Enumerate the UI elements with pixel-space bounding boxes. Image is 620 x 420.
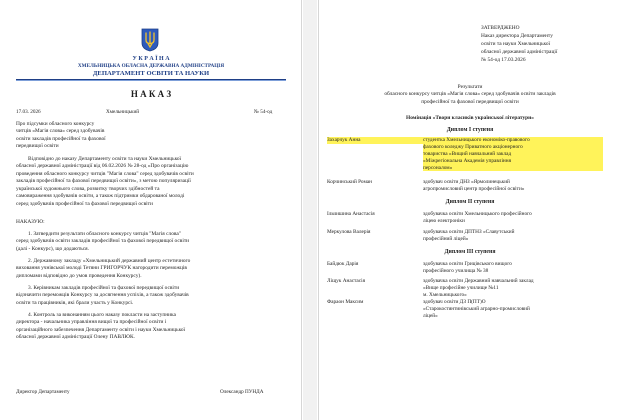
subject-line: Про підсумки обласного конкурсу	[16, 121, 95, 127]
results-title-line: Результати	[457, 84, 483, 90]
participant-institution	[423, 299, 603, 320]
institution-line: агропромисловий центр професійної освіти»	[423, 185, 525, 192]
page-gutter	[303, 0, 317, 420]
participant-institution	[423, 179, 603, 193]
approval-line: № 54-од 17.03.2026	[481, 57, 526, 64]
header-administration: ХМЕЛЬНИЦЬКА ОБЛАСНА ДЕРЖАВНА АДМІНІСТРАЦІЯ	[77, 63, 225, 69]
institution-line: ліцею електроніки	[423, 217, 465, 224]
subject-line: освіти закладів професійної та фахової	[16, 135, 106, 142]
results-title-line: обласного конкурсу читців «Магія слова» серед здобувачів освіти закладів	[384, 91, 556, 98]
participant-institution	[423, 261, 603, 275]
participant-name: Захарчук Анна	[327, 137, 423, 144]
participant-name: Фараон Максим	[327, 299, 364, 305]
institution-line: «Вище професійне училище №11	[423, 284, 499, 291]
order-city: Хмельницький	[106, 109, 140, 115]
item-line: директора - начальника управління вищої та професійної освіти і	[16, 319, 167, 326]
institution-line: фахового коледжу Приватного акціонерного	[423, 143, 523, 150]
item-line: серед здобувачів освіти закладів професійної та фахової передвищої освіти	[16, 238, 190, 245]
preamble	[16, 156, 288, 208]
institution-line: здобувачка освіти Грицівського вищого	[423, 261, 512, 267]
order-date: 17.03. 2026	[16, 109, 41, 115]
preamble-line: серед здобувачів професійної та фахової передвищої освіти	[16, 200, 153, 207]
institution-line: м. Хмельницького»	[423, 291, 467, 298]
diploma-1-heading: Диплом І ступеня	[446, 127, 494, 133]
institution-line: ліцей»	[423, 312, 438, 319]
approval-line: обласної державної адміністрації	[481, 49, 558, 56]
order-number: № 54-од	[254, 109, 273, 115]
results-title-line: професійної та фахової передвищої освіти	[421, 98, 519, 105]
order-item-4	[16, 312, 288, 342]
preamble-line: Відповідно до наказу Департаменту освіти та науки Хмельницької	[28, 156, 182, 162]
preamble-line: закладів професійної та фахової передвищої освіти», з метою популяризації	[16, 178, 191, 185]
nomination-title: Номінація «Твори класиків української літератури»	[406, 115, 534, 121]
institution-line: «Старокостянтинівський аграрно-промисловий	[423, 305, 530, 312]
participant-name: Ліщук Анастасія	[327, 278, 366, 284]
signature-name: Олександр ПУНДА	[220, 389, 264, 395]
participant-name: Корчинський Роман	[327, 179, 372, 185]
diploma-3-heading: Диплом ІІІ ступеня	[444, 249, 496, 255]
institution-line: студентка Хмельницького економіко-правового	[423, 137, 530, 143]
participant-name: Меркулова Валерія	[327, 229, 371, 235]
institution-line: товариства «Вищий навчальний заклад	[423, 150, 512, 157]
results-page	[318, 0, 620, 420]
item-line: дипломами відповідно до умов проведення Конкурсу).	[16, 272, 142, 279]
approval-line: освіти та науки Хмельницької	[481, 41, 551, 48]
coat-of-arms-icon	[141, 28, 159, 52]
order-item-2	[16, 258, 288, 280]
diploma-2-heading: Диплом ІІ ступеня	[445, 199, 495, 205]
order-word: НАКАЗУЮ:	[16, 219, 45, 225]
institution-line: здобувачка освіти Державний навчальний заклад	[423, 278, 534, 284]
order-item-1	[16, 231, 288, 253]
subject-line: передвищої освіти	[16, 143, 59, 150]
order-subject	[16, 121, 166, 151]
approval-block	[481, 24, 620, 65]
order-item-3	[16, 285, 288, 307]
institution-line: професійного училища № 38	[423, 267, 489, 274]
institution-line: професійний ліцей»	[423, 235, 469, 242]
preamble-line: української художнього слова, розвитку творчих здібностей та	[16, 185, 160, 192]
item-line: виховання учнівської молоді Тетяни ГРИГОРЧУК нагородити переможців	[16, 265, 187, 272]
item-line: 2. Державному закладу «Хмельницький державний центр естетичного	[28, 258, 191, 264]
participant-institution	[423, 137, 603, 171]
doc-type: Н А К А З	[130, 89, 172, 99]
approval-line: ЗАТВЕРДЖЕНО	[481, 25, 520, 31]
preamble-line: обласної державної адміністрації від 06.02.2026 № 28-од «Про організацію	[16, 163, 189, 170]
results-title	[319, 84, 620, 106]
item-line: 1. Затвердити результати обласного конкурсу читців "Магія слова"	[28, 231, 181, 237]
participant-name: Байдюк Дарія	[327, 261, 359, 267]
header-rule	[16, 79, 286, 81]
item-line: 4. Контроль за виконанням цього наказу покласти на заступника	[28, 312, 176, 318]
approval-line: Наказ директора Департаменту	[481, 33, 553, 40]
institution-line: здобувач освіти ДНЗ «Ярмолинецький	[423, 179, 510, 185]
header-department: ДЕПАРТАМЕНТ ОСВІТИ ТА НАУКИ	[92, 70, 210, 77]
header-country: У К Р А Ї Н А	[132, 56, 170, 62]
institution-line: здобувачка освіти ДПТНЗ «Славутський	[423, 229, 515, 235]
item-line: відзначити переможців Конкурсу за досягнення успіхів, а також здобувачів	[16, 292, 189, 299]
participant-name: Ільчишина Анастасія	[327, 211, 375, 217]
item-line: освіти та працівників, які брали участь у Конкурсі.	[16, 299, 134, 306]
subject-line: читців «Магія слова» серед здобувачів	[16, 128, 105, 135]
item-line: 3. Керівникам закладів професійної та фахової передвищої освіти	[28, 285, 180, 291]
institution-line: здобувач освіти ДЗ П(ПТ)О	[423, 299, 486, 305]
participant-institution	[423, 278, 603, 299]
institution-line: здобувачка освіти Хмельницького професійного	[423, 211, 532, 217]
participant-institution	[423, 211, 603, 225]
item-line: обласної державної адміністрації Олену ПАВЛЮК.	[16, 334, 135, 341]
item-line: (далі - Конкурс), що додаються.	[16, 245, 89, 252]
order-page	[0, 0, 302, 420]
item-line: організаційного забезпечення Департаменту освіти і науки Хмельницької	[16, 326, 186, 333]
participant-institution	[423, 229, 603, 243]
institution-line: «Міжрегіональна Академія управління	[423, 157, 512, 164]
signature-role: Директор Департаменту	[16, 389, 70, 395]
preamble-line: самовираження здобувачів освіти, а також підтримки обдарованої молоді	[16, 193, 185, 200]
institution-line: персоналом»	[423, 164, 453, 171]
preamble-line: проведення обласного конкурсу читців "Магія слова" серед здобувачів освіти	[16, 170, 194, 177]
